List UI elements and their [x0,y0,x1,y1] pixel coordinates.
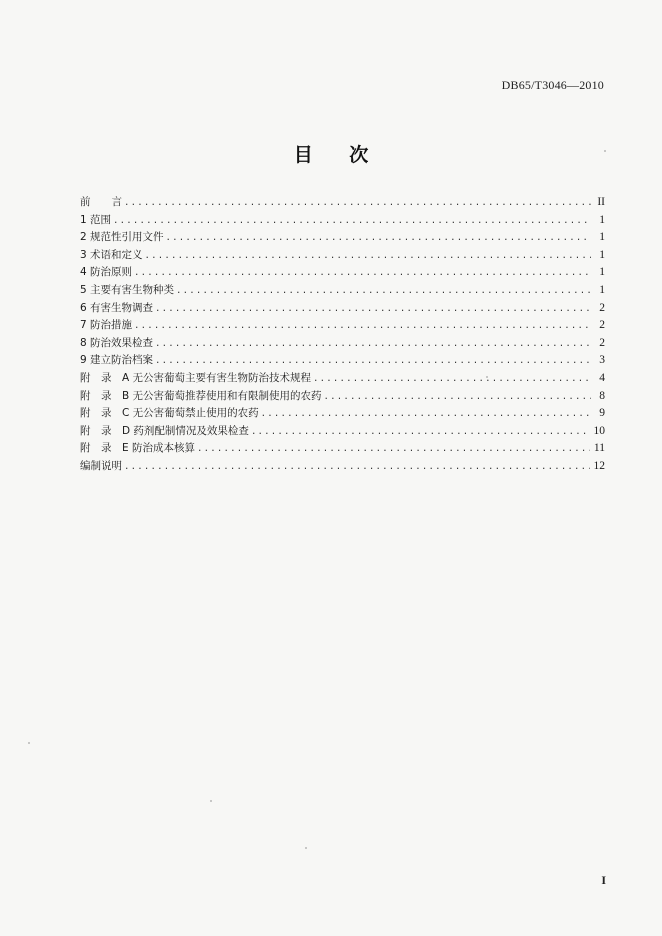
toc-leader-dots [145,248,591,266]
toc-entry[interactable] [80,405,605,423]
toc-leader-dots [155,336,591,354]
toc-entry[interactable] [80,300,605,318]
toc-leader-dots [197,441,590,459]
toc-leader-dots [134,318,591,336]
toc-entry[interactable] [80,352,605,370]
toc-leader-dots [134,265,591,283]
document-code: DB65/T3046—2010 [501,78,604,92]
toc-entry-label: 3 术语和定义 [80,248,143,261]
toc-entry-label: 8 防治效果检查 [80,336,154,349]
toc-entry-page: 1 [599,248,605,261]
toc-entry-label: 前 言 [80,196,122,208]
toc-entry-label: 6 有害生物调查 [80,301,154,314]
scan-speck [604,150,606,152]
toc-entry-page: 9 [599,407,605,420]
scan-speck [28,742,30,744]
toc-entry-label: 附 录 C 无公害葡萄禁止使用的农药 [80,407,259,420]
scan-speck [486,376,488,378]
toc-leader-dots [261,406,591,424]
toc-entry[interactable] [80,229,605,247]
toc-entry[interactable] [80,282,605,300]
toc-entry-page: 2 [599,336,605,349]
toc-leader-dots [166,230,591,248]
toc-leader-dots [251,424,590,442]
toc-entry-label: 1 范围 [80,213,112,226]
toc-entry-page: II [597,196,605,208]
toc-leader-dots [324,389,591,407]
toc-entry[interactable] [80,194,605,212]
toc-entry-page: 11 [593,442,605,455]
page-number: I [601,873,606,887]
scan-speck [210,800,212,802]
toc-entry[interactable] [80,264,605,282]
table-of-contents [80,194,605,476]
toc-leader-dots [155,353,591,371]
toc-entry-label: 附 录 E 防治成本核算 [80,442,195,455]
toc-entry-page: 1 [599,231,605,244]
toc-entry[interactable] [80,212,605,230]
toc-entry-page: 2 [599,301,605,314]
toc-entry[interactable] [80,388,605,406]
toc-entry[interactable] [80,458,605,476]
toc-entry-page: 4 [599,371,605,384]
toc-entry-page: 3 [599,354,605,367]
toc-entry-label: 2 规范性引用文件 [80,231,164,244]
toc-leader-dots [124,195,591,213]
toc-entry-label: 编制说明 [80,459,122,472]
toc-entry[interactable] [80,423,605,441]
toc-entry[interactable] [80,317,605,335]
toc-entry-page: 8 [599,389,605,402]
toc-entry-label: 4 防治原则 [80,266,133,279]
toc-entry-page: 1 [599,213,605,226]
toc-entry[interactable] [80,370,605,388]
toc-leader-dots [113,213,591,231]
toc-entry-page: 1 [599,266,605,279]
toc-entry-label: 附 录 A 无公害葡萄主要有害生物防治技术规程 [80,371,312,384]
toc-entry-label: 附 录 D 药剂配制情况及效果检查 [80,424,249,437]
toc-entry-page: 10 [593,424,605,437]
toc-entry[interactable] [80,335,605,353]
toc-entry-page: 1 [599,283,605,296]
toc-entry-label: 7 防治措施 [80,319,133,332]
toc-entry-label: 9 建立防治档案 [80,354,154,367]
toc-leader-dots [124,459,590,477]
toc-entry[interactable] [80,440,605,458]
toc-entry-page: 12 [593,459,605,472]
toc-entry-label: 附 录 B 无公害葡萄推荐使用和有限制使用的农药 [80,389,322,402]
toc-leader-dots [155,301,591,319]
toc-entry-page: 2 [599,319,605,332]
toc-leader-dots [176,283,591,301]
toc-entry-label: 5 主要有害生物种类 [80,283,175,296]
scan-speck [305,847,307,849]
toc-entry[interactable] [80,247,605,265]
page-title: 目 次 [293,144,369,166]
toc-leader-dots [313,371,591,389]
